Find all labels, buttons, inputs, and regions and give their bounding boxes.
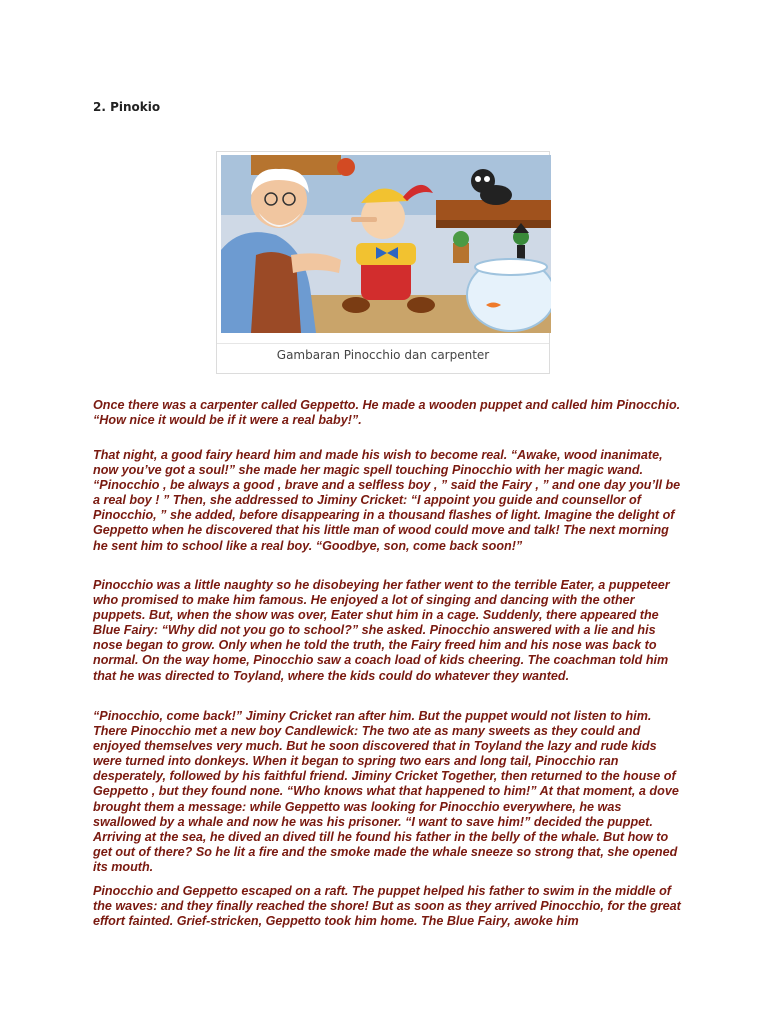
- figure-caption: Gambaran Pinocchio dan carpenter: [276, 348, 490, 362]
- paragraph-text: “Pinocchio, come back!” Jiminy Cricket ran after him. But the puppet would not listen to him. There Pinocchio met a new boy Candlewick: The two ate as many sweets as they could and enjoyed themselves very much. But he soon discovered that in Toyland the lazy and rude kids were turned into donkeys. When it began to spring two ears and long tail, Pinocchio ran desperately, followed by his faithful friend. Jiminy Cricket Together, then returned to the house of Geppetto , but they found none. “Who knows what that happened to him!” At that moment, a dove brought them a message: while Geppetto was looking for Pinocchio everywhere, he was swallowed by a whale and now he was his prisoner. “I want to save him!” decided the puppet. Arriving at the sea, he dived an dived till he found his father in the belly of the whale. But how to get out of there? So he lit a fire and the smoke made the whale sneeze so strong that, she opened its mouth.: [93, 709, 679, 874]
- figure: [216, 151, 550, 374]
- pinocchio-illustration: [221, 155, 551, 333]
- paragraph-1: [93, 398, 683, 428]
- paragraph-5: [93, 884, 683, 929]
- paragraph-text: Once there was a carpenter called Geppetto. He made a wooden puppet and called him Pinocchio. “How nice it would be if it were a real baby!”.: [93, 398, 681, 428]
- figure-divider: [217, 343, 549, 344]
- paragraph-3: [93, 578, 683, 684]
- paragraph-text: That night, a good fairy heard him and made his wish to become real. “Awake, wood inanimate, now you’ve got a soul!” she made her magic spell touching Pinocchio with her magic wand. “Pinocchio , be always a good , brave and a selfless boy , ” said the Fairy , ” and one day you’ll be a real boy ! ” Then, she addressed to Jiminy Cricket: “I appoint you guide and counsellor of Pinocchio, ” she added, before disappearing in a thousand flashes of light. Imagine the delight of Geppetto when he discovered that his little man of wood could move and talk! The next morning he sent him to school like a real boy. “Goodbye, son, come back soon!”: [93, 448, 681, 553]
- paragraph-2: [93, 448, 683, 554]
- paragraph-text: Pinocchio and Geppetto escaped on a raft. The puppet helped his father to swim in the middle of the waves: and they finally reached the shore! But as soon as they arrived Pinocchio, for the great effort fainted. Grief-stricken, Geppetto took him home. The Blue Fairy, awoke him: [93, 884, 681, 929]
- paragraph-4: [93, 709, 683, 875]
- paragraph-text: Pinocchio was a little naughty so he disobeying her father went to the terrible Eater, a puppeteer who promised to make him famous. He enjoyed a lot of singing and dancing with the other puppets. But, when the show was over, Eater shut him in a cage. Suddenly, there appeared the Blue Fairy: “Why did not you go to school?” she asked. Pinocchio answered with a lie and his nose began to grow. Only when he told the truth, the Fairy freed him and his nose was back to normal. On the way home, Pinocchio saw a coach load of kids cheering. The coachman told him that he was directed to Toyland, where the kids could do whatever they wanted.: [93, 578, 670, 683]
- section-heading: 2. Pinokio: [93, 100, 161, 114]
